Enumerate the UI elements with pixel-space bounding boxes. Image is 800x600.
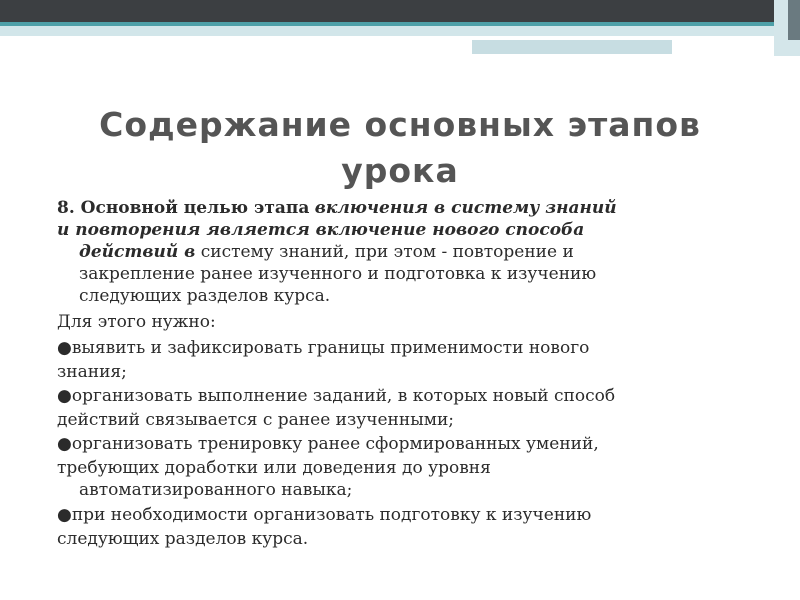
- paragraph-main-line3: [79, 241, 747, 263]
- header-accent-tab: [472, 40, 672, 54]
- bullet-1-line-2: знания;: [57, 362, 127, 382]
- slide-content: [57, 197, 747, 550]
- bullet-3-line-1: ●организовать тренировку ранее сформированных умений,: [57, 434, 599, 454]
- header-bar-light: [0, 26, 800, 36]
- paragraph-main: [57, 197, 747, 219]
- paragraph-rest-1: систему знаний, при этом - повторение и: [200, 242, 574, 262]
- bullet-1-line-1: ●выявить и зафиксировать границы применимости нового: [57, 338, 590, 358]
- paragraph-bold-italic-3: действий в: [79, 242, 196, 262]
- paragraph-bold-italic-2: и повторения является включение нового способа: [57, 220, 585, 240]
- header-bar-dark: [0, 0, 800, 22]
- bullet-2-line-2: действий связывается с ранее изученными;: [57, 410, 455, 430]
- paragraph-lead-bold: 8. Основной целью этапа: [57, 198, 310, 218]
- title-line-1: Содержание основных этапов: [99, 105, 701, 144]
- lead-text: Для этого нужно:: [57, 312, 216, 332]
- bullet-2-line-1: ●организовать выполнение заданий, в которых новый способ: [57, 386, 616, 406]
- bullet-4-line-2: следующих разделов курса.: [57, 529, 309, 549]
- paragraph-main-line2: [57, 219, 747, 241]
- paragraph-rest-2: закрепление ранее изученного и подготовка к изучению: [79, 264, 597, 284]
- corner-accent-dark: [788, 0, 800, 40]
- title-line-2: урока: [341, 151, 459, 190]
- paragraph-bold-italic-1: включения в систему знаний: [314, 198, 617, 218]
- bullet-3-line-3: автоматизированного навыка;: [79, 480, 353, 500]
- slide-title: [60, 102, 740, 194]
- paragraph-rest-3: следующих разделов курса.: [79, 286, 331, 306]
- bullet-3-line-2: требующих доработки или доведения до уровня: [57, 458, 491, 478]
- bullet-4-line-1: ●при необходимости организовать подготовку к изучению: [57, 505, 592, 525]
